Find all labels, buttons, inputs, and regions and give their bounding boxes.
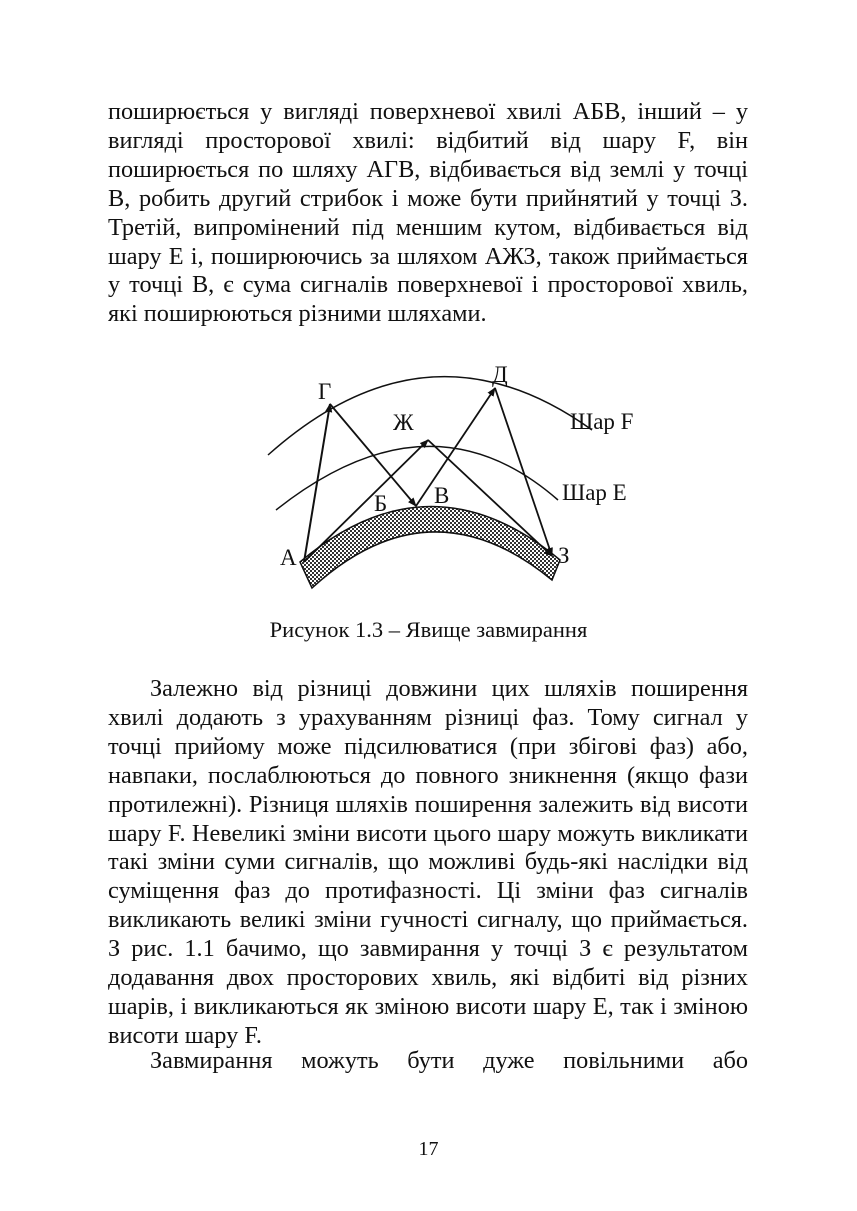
paragraph-2: Залежно від різниці довжини цих шляхів поширення хвилі додають з урахуванням різниці фаз. Тому сигнал у точці прийому може підсилюватися (при збігові фаз) або, навпаки, послаблюються до повного зникнення (якщо фази протилежні). Різниця шляхів поширення залежить від висоти шару F. Невеликі зміни висоти цього шару можуть викликати такі зміни суми сигналів, що можливі будь-які наслідки від суміщення фаз до протифазності. Ці зміни фаз сигналів викликають великі зміни гучності сигналу, що приймається. З рис. 1.1 бачимо, що завмирання у точці З є результатом додавання двох просторових хвиль, які відбиті від різних шарів, і викликаються як зміною висоти шару Е, так і зміною висоти шару F. [108, 675, 748, 1049]
label-b: Б [374, 491, 388, 516]
label-z: З [558, 543, 570, 568]
layer-f-arc [268, 377, 592, 455]
paragraph-1: поширюється у вигляді поверхневої хвилі АБВ, інший – у вигляді просторової хвилі: відбитий від шару F, він поширюється по шляху АГВ, відбивається від землі у точці В, робить другий стрибок і може бути прийнятий у точці З. Третій, випромінений під меншим кутом, відбивається від шару Е і, поширюючись за шляхом АЖЗ, також приймається у точці В, є сума сигналів поверхневої і просторової хвиль, які поширюються різними шляхами. [108, 98, 748, 328]
label-g: Г [318, 379, 332, 404]
ray-a-g [304, 404, 330, 562]
page-number: 17 [418, 1138, 439, 1160]
label-layer-f: Шар F [570, 409, 634, 434]
fading-diagram [262, 355, 652, 600]
label-d: Д [492, 362, 508, 387]
label-v: В [434, 483, 450, 508]
label-layer-e: Шар Е [562, 480, 627, 505]
label-a: А [280, 545, 297, 570]
earth-surface [300, 506, 560, 588]
label-zh: Ж [393, 410, 414, 435]
paragraph-3: Завмирання можуть бути дуже повільними або [150, 1047, 748, 1074]
figure-caption: Рисунок 1.3 – Явище завмирання [269, 617, 588, 642]
